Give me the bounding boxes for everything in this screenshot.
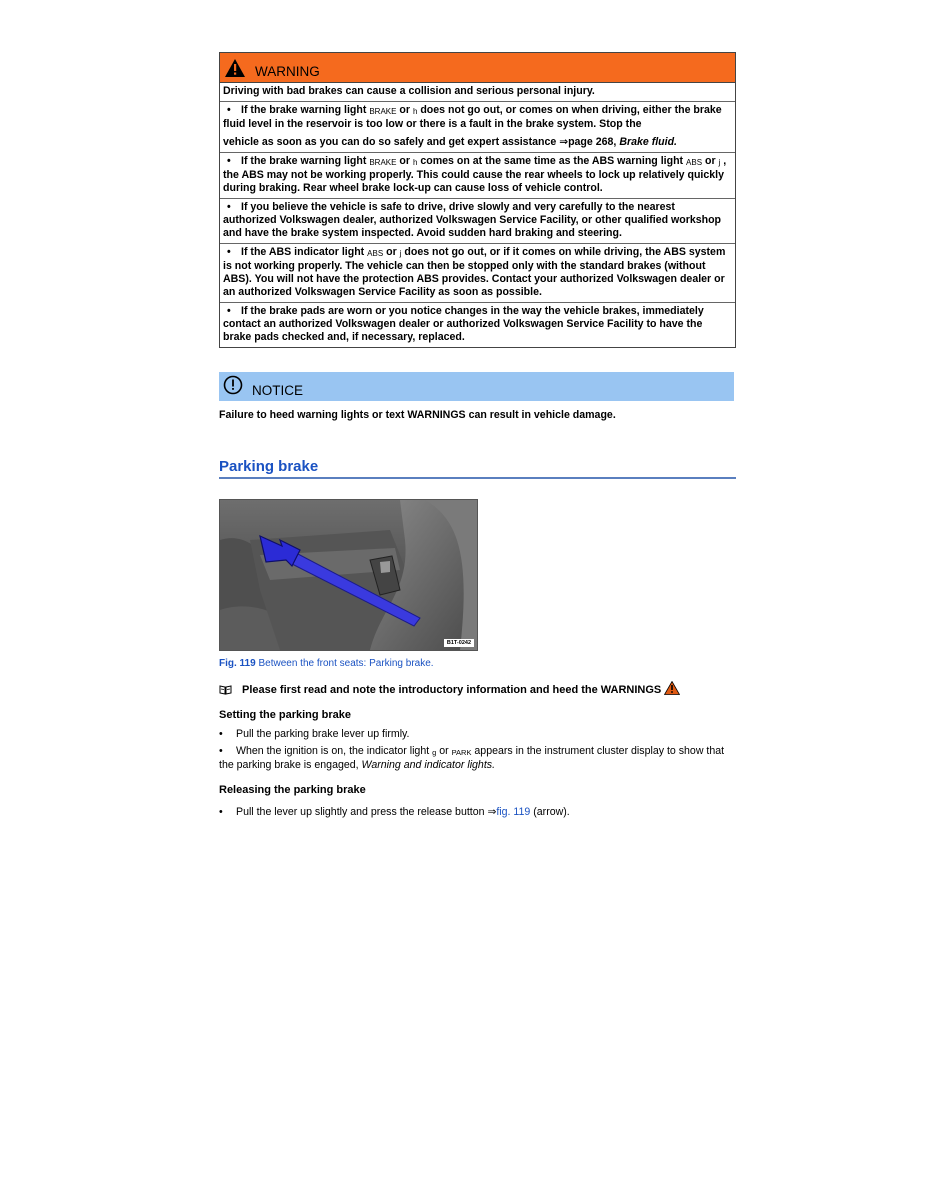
warning-triangle-icon (664, 681, 680, 695)
figure-caption (219, 658, 736, 669)
warning-title: WARNING (255, 64, 320, 79)
parking-brake-illustration (220, 500, 477, 650)
caption-label: Fig. 119 (219, 658, 256, 669)
list-item: • Pull the lever up slightly and press the release button ⇒fig. 119 (arrow). (219, 806, 570, 818)
warning-item-3: • If you believe the vehicle is safe to drive, drive slowly and very carefully to the nearest authorized Volkswagen dealer, authorized Volkswagen Service Facility, or other qualified workshop and have the brake system inspected. Avoid sudden hard braking and steering. (220, 199, 735, 244)
list-item: • When the ignition is on, the indicator light g or PARK appears in the instrument cluster display to show that the parking brake is engaged, Warning and indicator lights. (219, 745, 725, 771)
exclamation-circle-icon (223, 375, 243, 395)
warning-header (220, 53, 735, 83)
warning-item-4: • If the ABS indicator light ABS or j does not go out, or if it comes on while driving, the ABS system is not working properly. The vehicle can then be stopped only with the standard brakes (without ABS). You will not have the protection ABS provides. Contact your authorized Volkswagen dealer or an authorized Volkswagen Service Facility as soon as possible. (220, 244, 735, 303)
setting-heading: Setting the parking brake (219, 709, 352, 721)
notice-title: NOTICE (252, 383, 304, 398)
warning-body (220, 83, 735, 347)
notice-header (219, 372, 734, 401)
warning-intro: Driving with bad brakes can cause a collision and serious personal injury. (220, 83, 735, 102)
intro-note (219, 684, 736, 696)
section-title: Parking brake (219, 458, 736, 479)
list-item: • Pull the parking brake lever up firmly. (219, 728, 410, 740)
warning-triangle-icon (224, 58, 246, 78)
warning-item-5: • If the brake pads are worn or you notice changes in the way the vehicle brakes, immediately contact an authorized Volkswagen dealer or authorized Volkswagen Service Facility to have the brake pads checked and, if necessary, replaced. (223, 305, 704, 343)
warning-item-1: • If the brake warning light BRAKE or h does not go out, or comes on when driving, either the brake fluid level in the reservoir is too low or there is a fault in the brake system. Stop the (223, 104, 722, 130)
notice-text: Failure to heed warning lights or text WARNINGS can result in vehicle damage. (219, 409, 616, 421)
intro-text: Please first read and note the introductory information and heed the WARNINGS (242, 684, 662, 696)
warning-box (219, 52, 736, 348)
setting-bullets (219, 728, 736, 772)
releasing-heading: Releasing the parking brake (219, 784, 366, 796)
book-icon (219, 685, 232, 695)
figure-code: B1T-0242 (444, 639, 474, 647)
parking-brake-figure (219, 499, 478, 651)
caption-text: Between the front seats: Parking brake. (255, 658, 434, 669)
warning-item-1-continued: vehicle as soon as you can do so safely and get expert assistance ⇒page 268, Brake fluid. (220, 131, 735, 153)
manual-page (219, 52, 736, 823)
figure-link[interactable]: fig. 119 (496, 806, 531, 818)
warning-item-2: • If the brake warning light BRAKE or h comes on at the same time as the ABS warning light ABS or j , the ABS may not be working properly. This could cause the rear wheels to lock up relatively quickly during braking. Rear wheel brake lock-up can cause loss of vehicle control. (220, 153, 735, 199)
releasing-bullets (219, 806, 736, 819)
